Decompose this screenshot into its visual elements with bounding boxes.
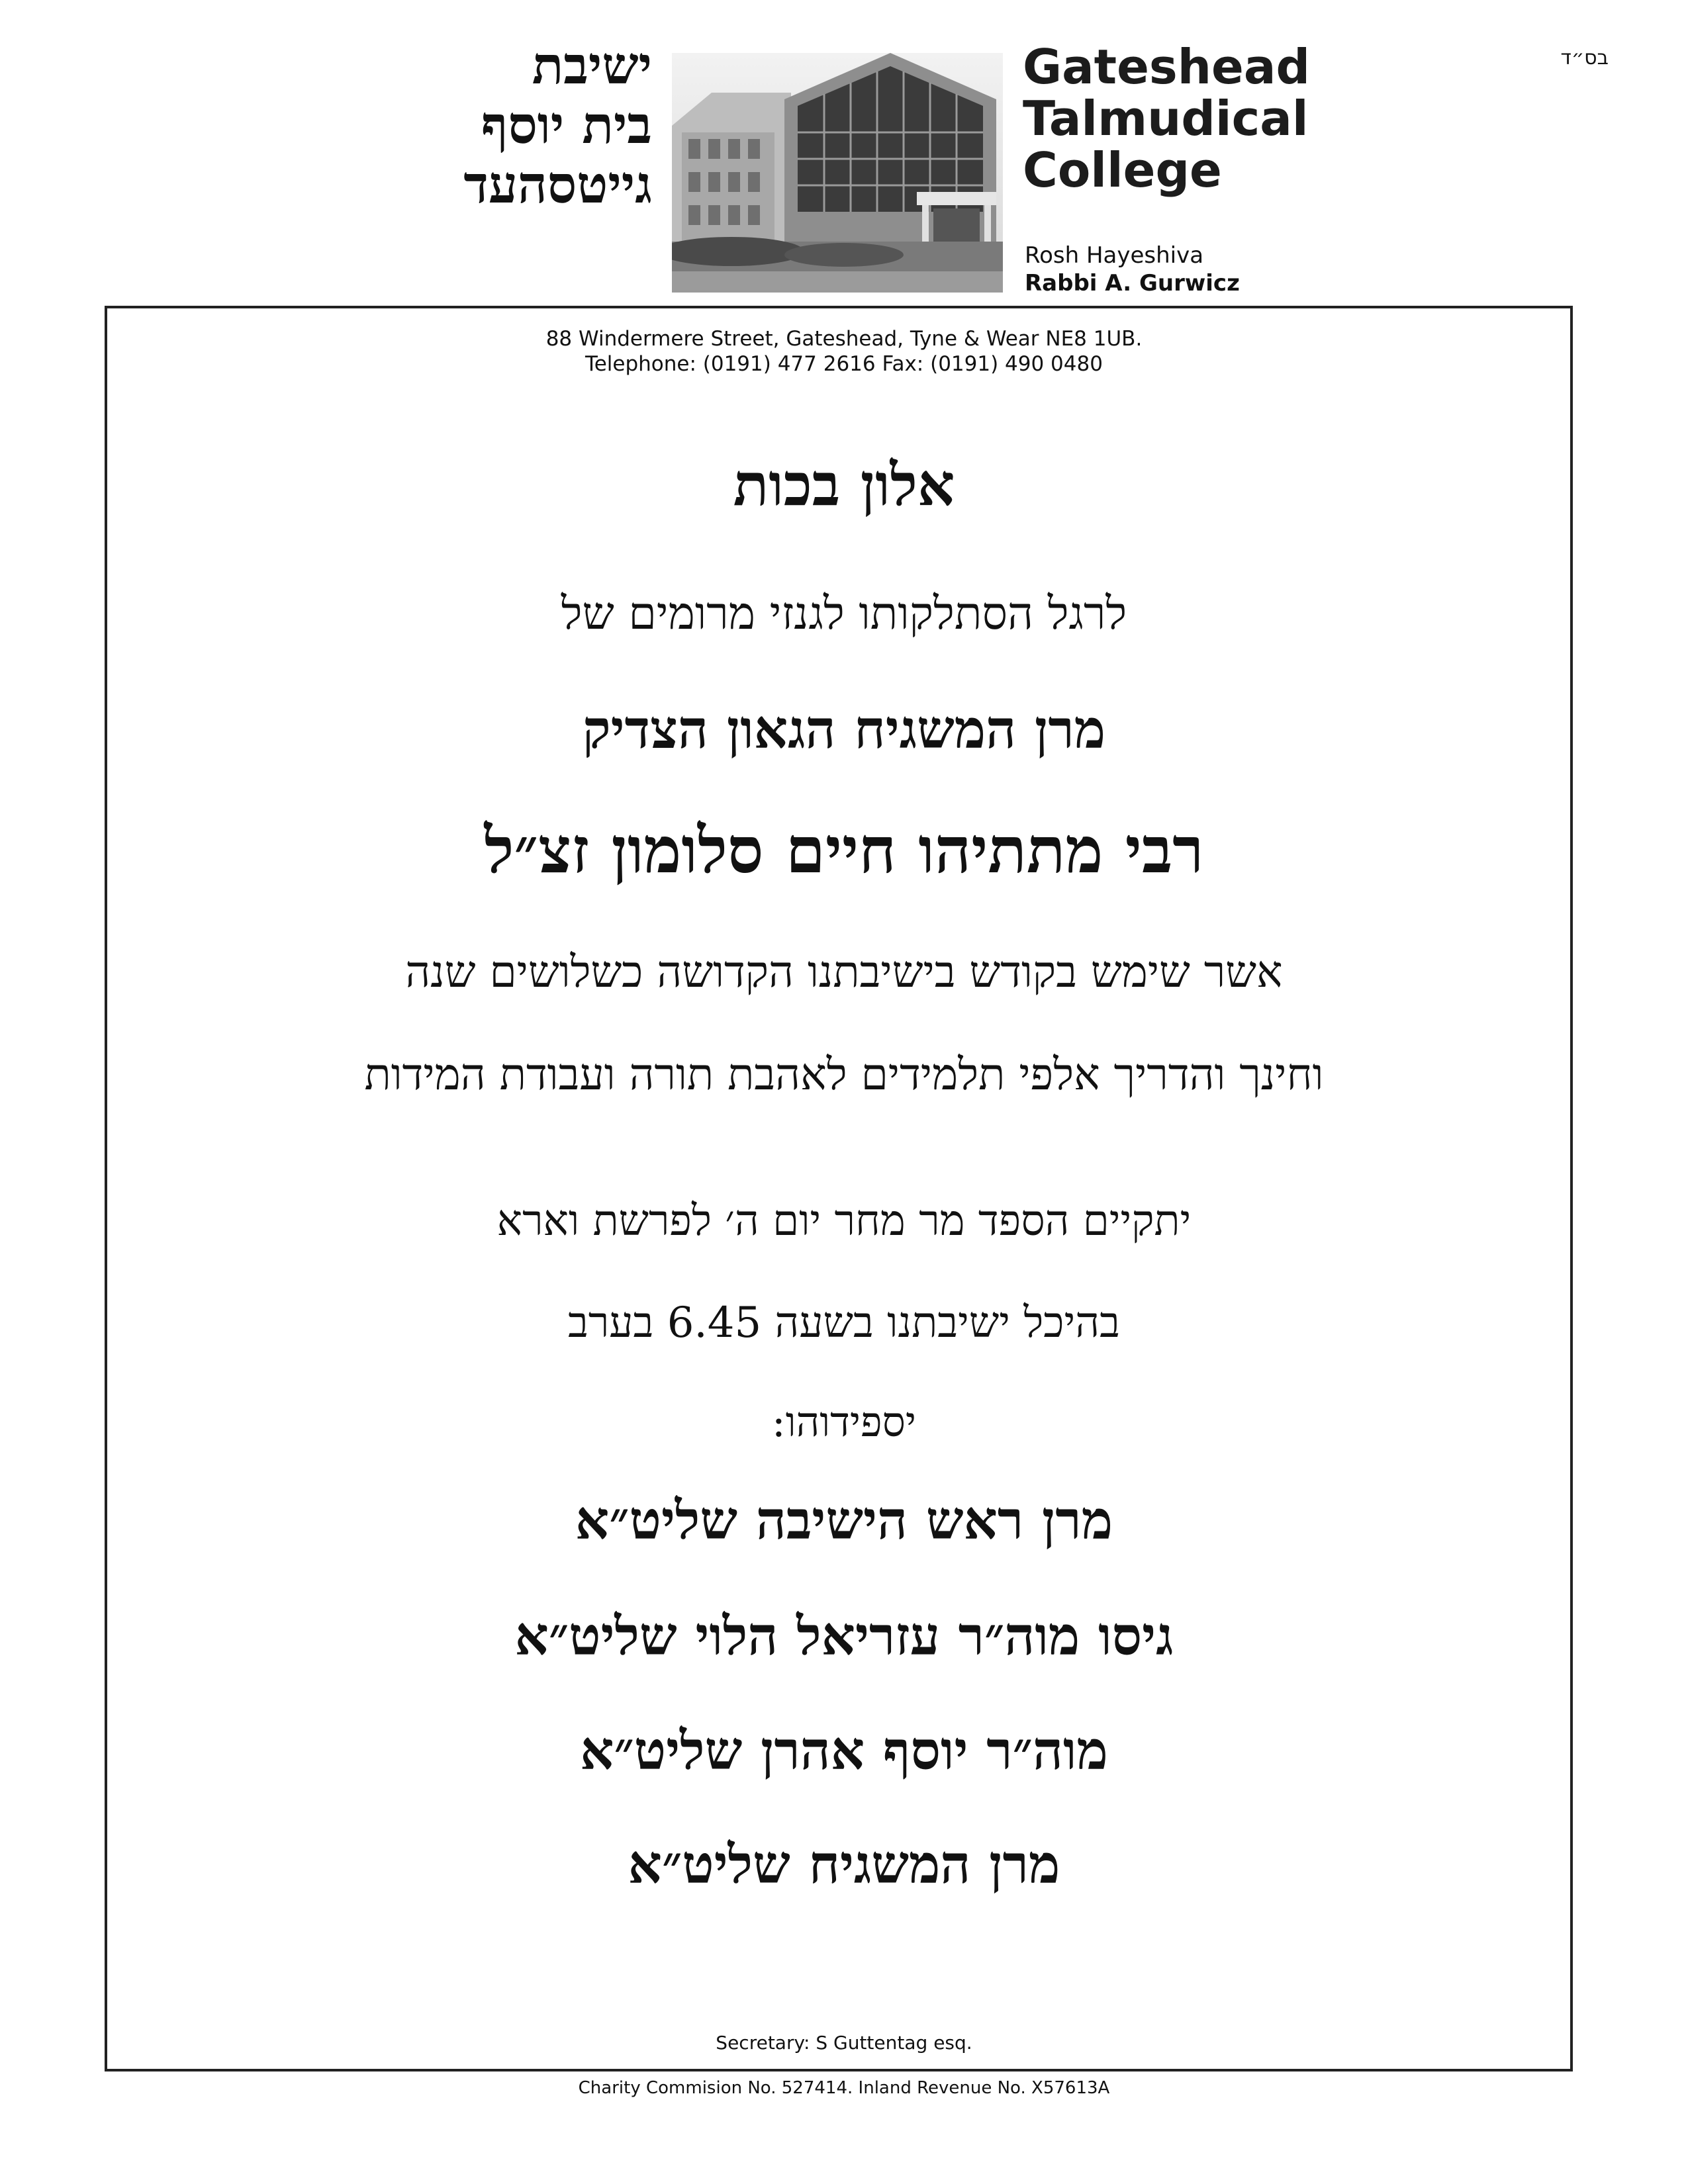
speakers-label: יספידוהו: [771, 1398, 917, 1446]
english-college-name [1023, 41, 1310, 196]
notice-line-intro: לרגל הסתלקותו לגנזי מרומים של [561, 588, 1127, 640]
speaker-4: מרן המשגיח שליט״א [628, 1833, 1060, 1895]
rosh-name: Rabbi A. Gurwicz [1025, 270, 1240, 296]
bsd-mark: בס״ד [1560, 46, 1609, 69]
rosh-label: Rosh Hayeshiva [1025, 242, 1204, 269]
notice-line-title-honorific: מרן המשגיח הגאון הצדיק [582, 698, 1106, 760]
hebrew-yeshiva-name [281, 36, 652, 215]
hebrew-name-line: ישיבת [532, 36, 652, 96]
building-photo [672, 53, 1003, 293]
secretary-line: Secretary: S Guttentag esq. [716, 2032, 972, 2054]
speaker-1: מרן ראש הישיבה שליט״א [575, 1489, 1113, 1551]
notice-title: אלון בכות [733, 450, 955, 519]
rosh-hayeshiva-block [1025, 242, 1240, 297]
notice-deceased-name: רבי מתתיהו חיים סלומון זצ״ל [484, 813, 1204, 887]
english-name-line: Gateshead [1023, 39, 1311, 95]
notice-frame [105, 306, 1573, 2071]
speaker-2: גיסו מוה״ר עזריאל הלוי שליט״א [514, 1605, 1174, 1667]
english-name-line: Talmudical [1023, 91, 1309, 146]
address-line: 88 Windermere Street, Gateshead, Tyne & Wear NE8 1UB. [545, 327, 1143, 351]
english-name-line: College [1023, 142, 1222, 198]
notice-line-time: בהיכל ישיבתנו בשעה 6.45 בערב [568, 1298, 1120, 1347]
charity-line: Charity Commision No. 527414. Inland Revenue No. X57613A [578, 2078, 1110, 2098]
hebrew-name-line: בית יוסף [481, 95, 652, 156]
speaker-3: מוה״ר יוסף אהרן שליט״א [580, 1719, 1108, 1782]
notice-line-hesped: יתקיים הספד מר מחר יום ה׳ לפרשת וארא [496, 1197, 1192, 1246]
hebrew-name-line: גייטסהעד [463, 155, 652, 215]
notice-line-service: אשר שימש בקודש בישיבתנו הקדושה כשלושים שנה [405, 946, 1283, 997]
notice-line-education: וחינך והדריך אלפי תלמידים לאהבת תורה ועבודת המידות [364, 1049, 1324, 1100]
phone-fax-line: Telephone: (0191) 477 2616 Fax: (0191) 490 0480 [585, 352, 1103, 376]
address-block [0, 326, 1688, 377]
